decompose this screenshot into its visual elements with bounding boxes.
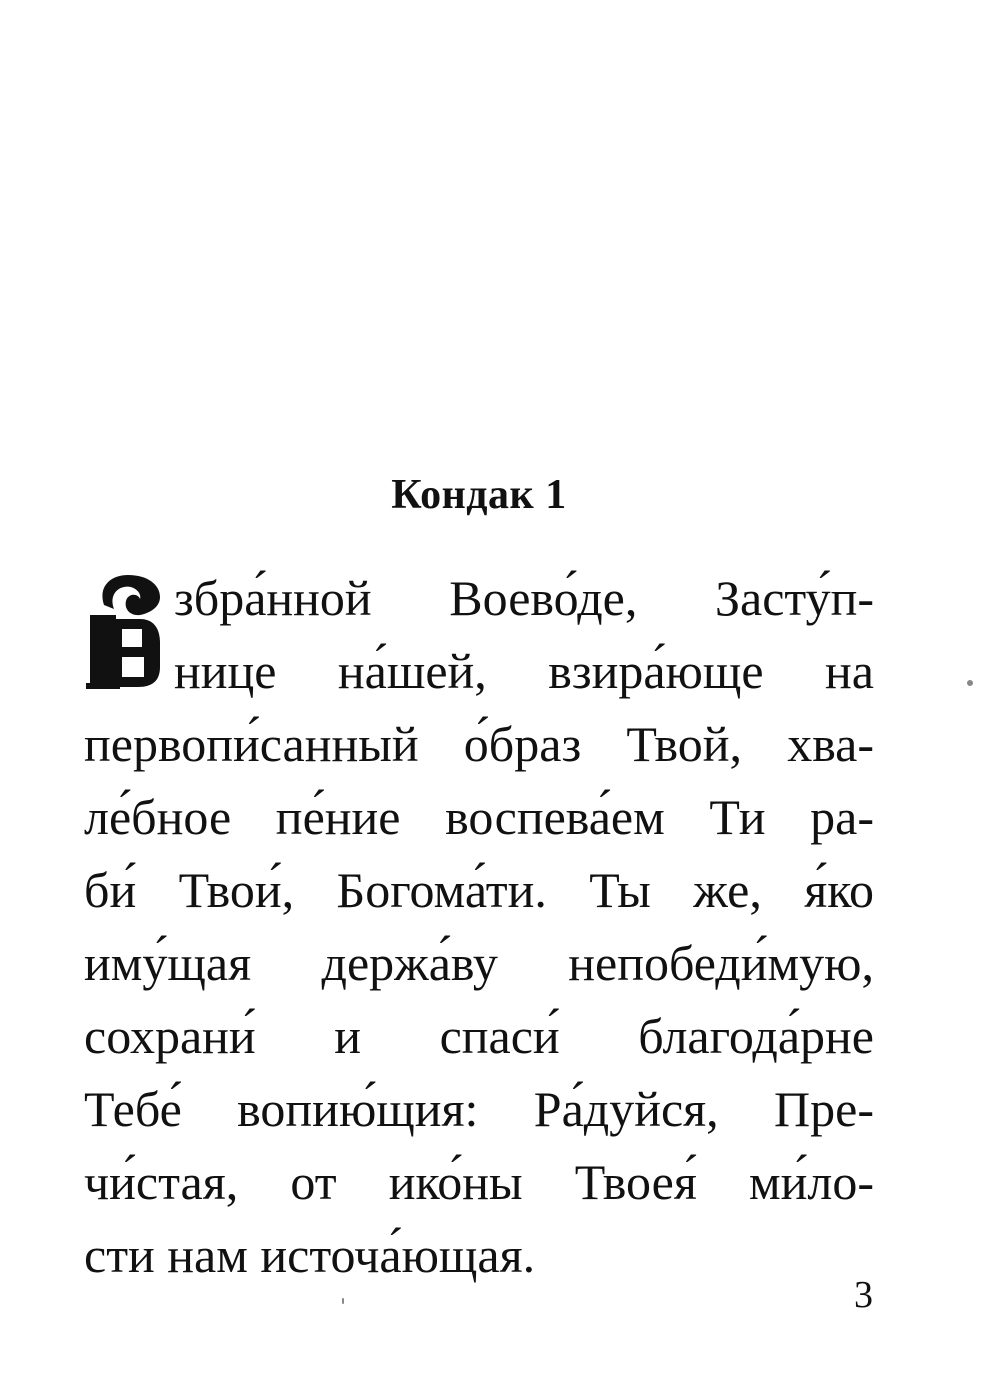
- text-line: би́ Твои́, Богома́ти. Ты же, я́ко: [84, 862, 874, 918]
- text-line: иму́щая держа́ву непобеди́мую,: [84, 935, 874, 991]
- print-speck: [342, 1298, 344, 1304]
- text-line: Тебе́ вопию́щия: Ра́дуйся, Пре-: [84, 1081, 874, 1137]
- text-line: первопи́санный о́браз Твой, хва-: [84, 716, 874, 772]
- print-speck: [967, 680, 973, 686]
- text-line: сохрани́ и спаси́ благода́рне: [84, 1008, 874, 1064]
- text-line: збра́нной Воево́де, Засту́п-: [174, 570, 874, 626]
- page-number: 3: [854, 1274, 873, 1316]
- text-line: чи́стая, от ико́ны Твоея́ ми́ло-: [84, 1154, 874, 1210]
- text-line: ле́бное пе́ние воспева́ем Ти ра-: [84, 789, 874, 845]
- kontakion-text: [84, 562, 874, 1292]
- text-line: сти нам источа́ющая.: [84, 1227, 536, 1283]
- section-heading: Кондак 1: [391, 472, 567, 518]
- text-line: нице на́шей, взира́юще на: [174, 643, 874, 699]
